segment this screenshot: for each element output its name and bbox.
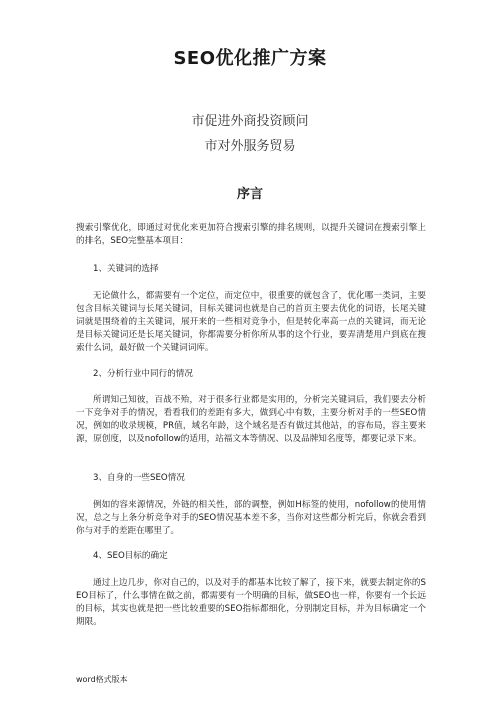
document-title: SEO优化推广方案: [173, 48, 327, 69]
organization-line-1: 市促进外商投资顾问: [191, 114, 309, 129]
section-1-heading: 1、关键词的选择: [93, 264, 159, 274]
intro-paragraph: 搜索引擎优化，即通过对优化来更加符合搜索引擎的排名规则，以提升关键词在搜索引擎上的排名，SEO完整基本项目：: [76, 223, 426, 247]
section-3-body: 例如的容来源情况，外链的相关性，部的调整，例如H标签的使用，nofollow的使用情况，总之与上条分析竞争对手的SEO情况基本差不多，当你对这些都分析完后，你就会看到你与对手的差距在哪里了。: [76, 500, 426, 537]
section-2-body: 所谓知己知彼，百战不殆，对于很多行业都是实用的，分析完关键词后，我们要去分析一下竞争对手的情况，看看我们的差距有多大，做到心中有数，主要分析对手的一些SEO情况，例如的收录规模，PR值，域名年龄，这个域名是否有做过其他站，的容布局，容主要来源，原创度，以及nofollow的适用，站福文本等情况、以及品牌知名度等，都要记录下来。: [76, 395, 426, 445]
section-4-body: 通过上边几步，你对自己的，以及对手的都基本比较了解了，接下来，就要去制定你的SEO目标了，什么事情在做之前，都需要有一个明确的目标，做SEO也一样，你要有一个长远的目标，其实也就是把一些比较重要的SEO指标都细化，分别制定目标，并为目标确定一个期限。: [76, 578, 426, 628]
section-2-heading: 2、分析行业中同行的情况: [93, 369, 193, 379]
preface-heading: 序言: [236, 187, 263, 202]
organization-line-2: 市对外服务贸易: [204, 139, 296, 154]
footer-label: word格式版本: [76, 675, 128, 684]
section-3-heading: 3、自身的一些SEO情况: [93, 473, 185, 483]
section-1-body: 无论做什么，都需要有一个定位，而定位中，很重要的就包含了，优化哪一类词，主要包含目标关键词与长尾关键词，目标关键词也就是自己的首页主要去优化的词语，长尾关键词就是围绕着的主关键词，展开来的一些相对竞争小，但是转化率高一点的关键词，而无论是目标关键词还是长尾关键词，你都需要分析你所从事的这个行业，要弄清楚用户到底在搜索什么词，最好做一个关键词词库。: [76, 291, 426, 354]
section-4-heading: 4、SEO目标的确定: [93, 551, 168, 561]
